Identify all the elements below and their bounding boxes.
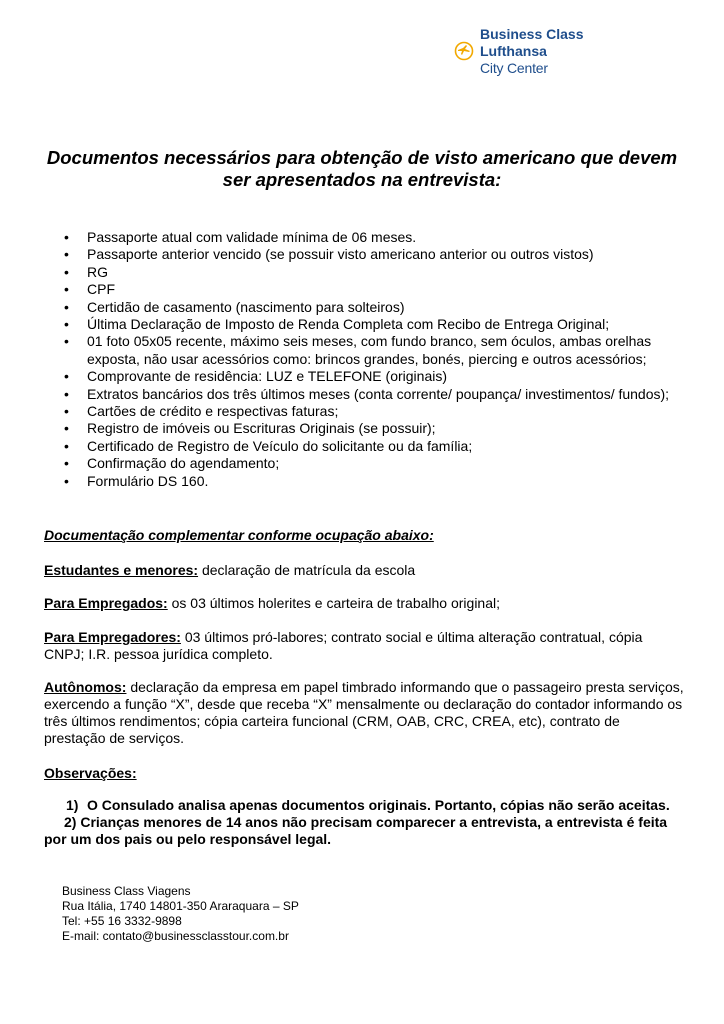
employees-paragraph	[44, 595, 684, 612]
observation-item-1	[44, 797, 684, 814]
observations-heading	[44, 765, 684, 782]
logo-line-business-class: Business Class	[480, 26, 584, 42]
students-paragraph	[44, 562, 684, 579]
footer-company: Business Class Viagens	[62, 884, 191, 898]
list-item: • Certidão de casamento (nascimento para solteiros)	[87, 299, 687, 316]
list-item: • Comprovante de residência: LUZ e TELEFONE (originais)	[87, 368, 687, 385]
observation-text: O Consulado analisa apenas documentos originais. Portanto, cópias não serão aceitas.	[87, 797, 670, 813]
students-label: Estudantes e menores:	[44, 562, 199, 578]
list-item: • Certificado de Registro de Veículo do solicitante ou da família;	[87, 438, 687, 455]
employers-paragraph	[44, 629, 684, 663]
observation-number: 1)	[66, 797, 79, 813]
list-item: • Formulário DS 160.	[87, 473, 687, 490]
list-item: • Cartões de crédito e respectivas faturas;	[87, 403, 687, 420]
students-text: declaração de matrícula da escola	[198, 562, 416, 578]
complementary-heading	[44, 527, 684, 544]
observations-list	[44, 797, 684, 848]
list-item: • Passaporte anterior vencido (se possuir visto americano anterior ou outros vistos)	[87, 246, 687, 263]
employees-label: Para Empregados:	[44, 595, 168, 611]
footer-phone: Tel: +55 16 3332-9898	[62, 914, 182, 928]
observation-item-2: 2) Crianças menores de 14 anos não precisam comparecer a entrevista, a entrevista é feita por um dos pais ou pelo responsável legal.	[44, 814, 668, 847]
employers-text: 03 últimos pró-labores; contrato social e última alteração contratual, cópia CNPJ; I.R. pessoa jurídica completo.	[44, 629, 643, 662]
list-item: • Extratos bancários dos três últimos meses (conta corrente/ poupança/ investimentos/ fundos);	[87, 386, 687, 403]
logo-line-lufthansa: Lufthansa	[480, 43, 547, 59]
employees-text: os 03 últimos holerites e carteira de trabalho original;	[167, 595, 501, 611]
list-item: • Registro de imóveis ou Escrituras Originais (se possuir);	[87, 420, 687, 437]
list-item: • Passaporte atual com validade mínima de 06 meses.	[87, 229, 687, 246]
lufthansa-crane-icon	[454, 41, 474, 61]
list-item: • CPF	[87, 281, 687, 298]
list-item: • RG	[87, 264, 687, 281]
complementary-heading-text: Documentação complementar conforme ocupação abaixo:	[44, 527, 434, 543]
autonomous-label: Autônomos:	[44, 679, 127, 695]
page-title: Documentos necessários para obtenção de visto americano que devem ser apresentados na entrevista:	[46, 147, 678, 190]
list-item: • Confirmação do agendamento;	[87, 455, 687, 472]
employers-label: Para Empregadores:	[44, 629, 181, 645]
contact-footer	[62, 884, 299, 944]
autonomous-paragraph	[44, 679, 684, 747]
autonomous-text: declaração da empresa em papel timbrado informando que o passageiro presta serviços, exercendo a função “X”, desde que receba “X” mensalmente ou declaração do contador informando os três últimos rendimentos; cópia carteira funcional (CRM, OAB, CRC, CREA, etc), contrato de prestação de serviços.	[44, 679, 684, 746]
footer-address: Rua Itália, 1740 14801-350 Araraquara – SP	[62, 899, 299, 913]
footer-email: E-mail: contato@businessclasstour.com.br	[62, 929, 289, 943]
list-item: • Última Declaração de Imposto de Renda Completa com Recibo de Entrega Original;	[87, 316, 687, 333]
observations-heading-text: Observações:	[44, 765, 137, 781]
required-documents-list	[87, 229, 687, 490]
logo-line-city-center: City Center	[480, 60, 548, 76]
list-item: • 01 foto 05x05 recente, máximo seis meses, com fundo branco, sem óculos, ambas orelhas exposta, não usar acessórios como: brincos grandes, bonés, piercing e outros acessórios;	[87, 333, 687, 368]
